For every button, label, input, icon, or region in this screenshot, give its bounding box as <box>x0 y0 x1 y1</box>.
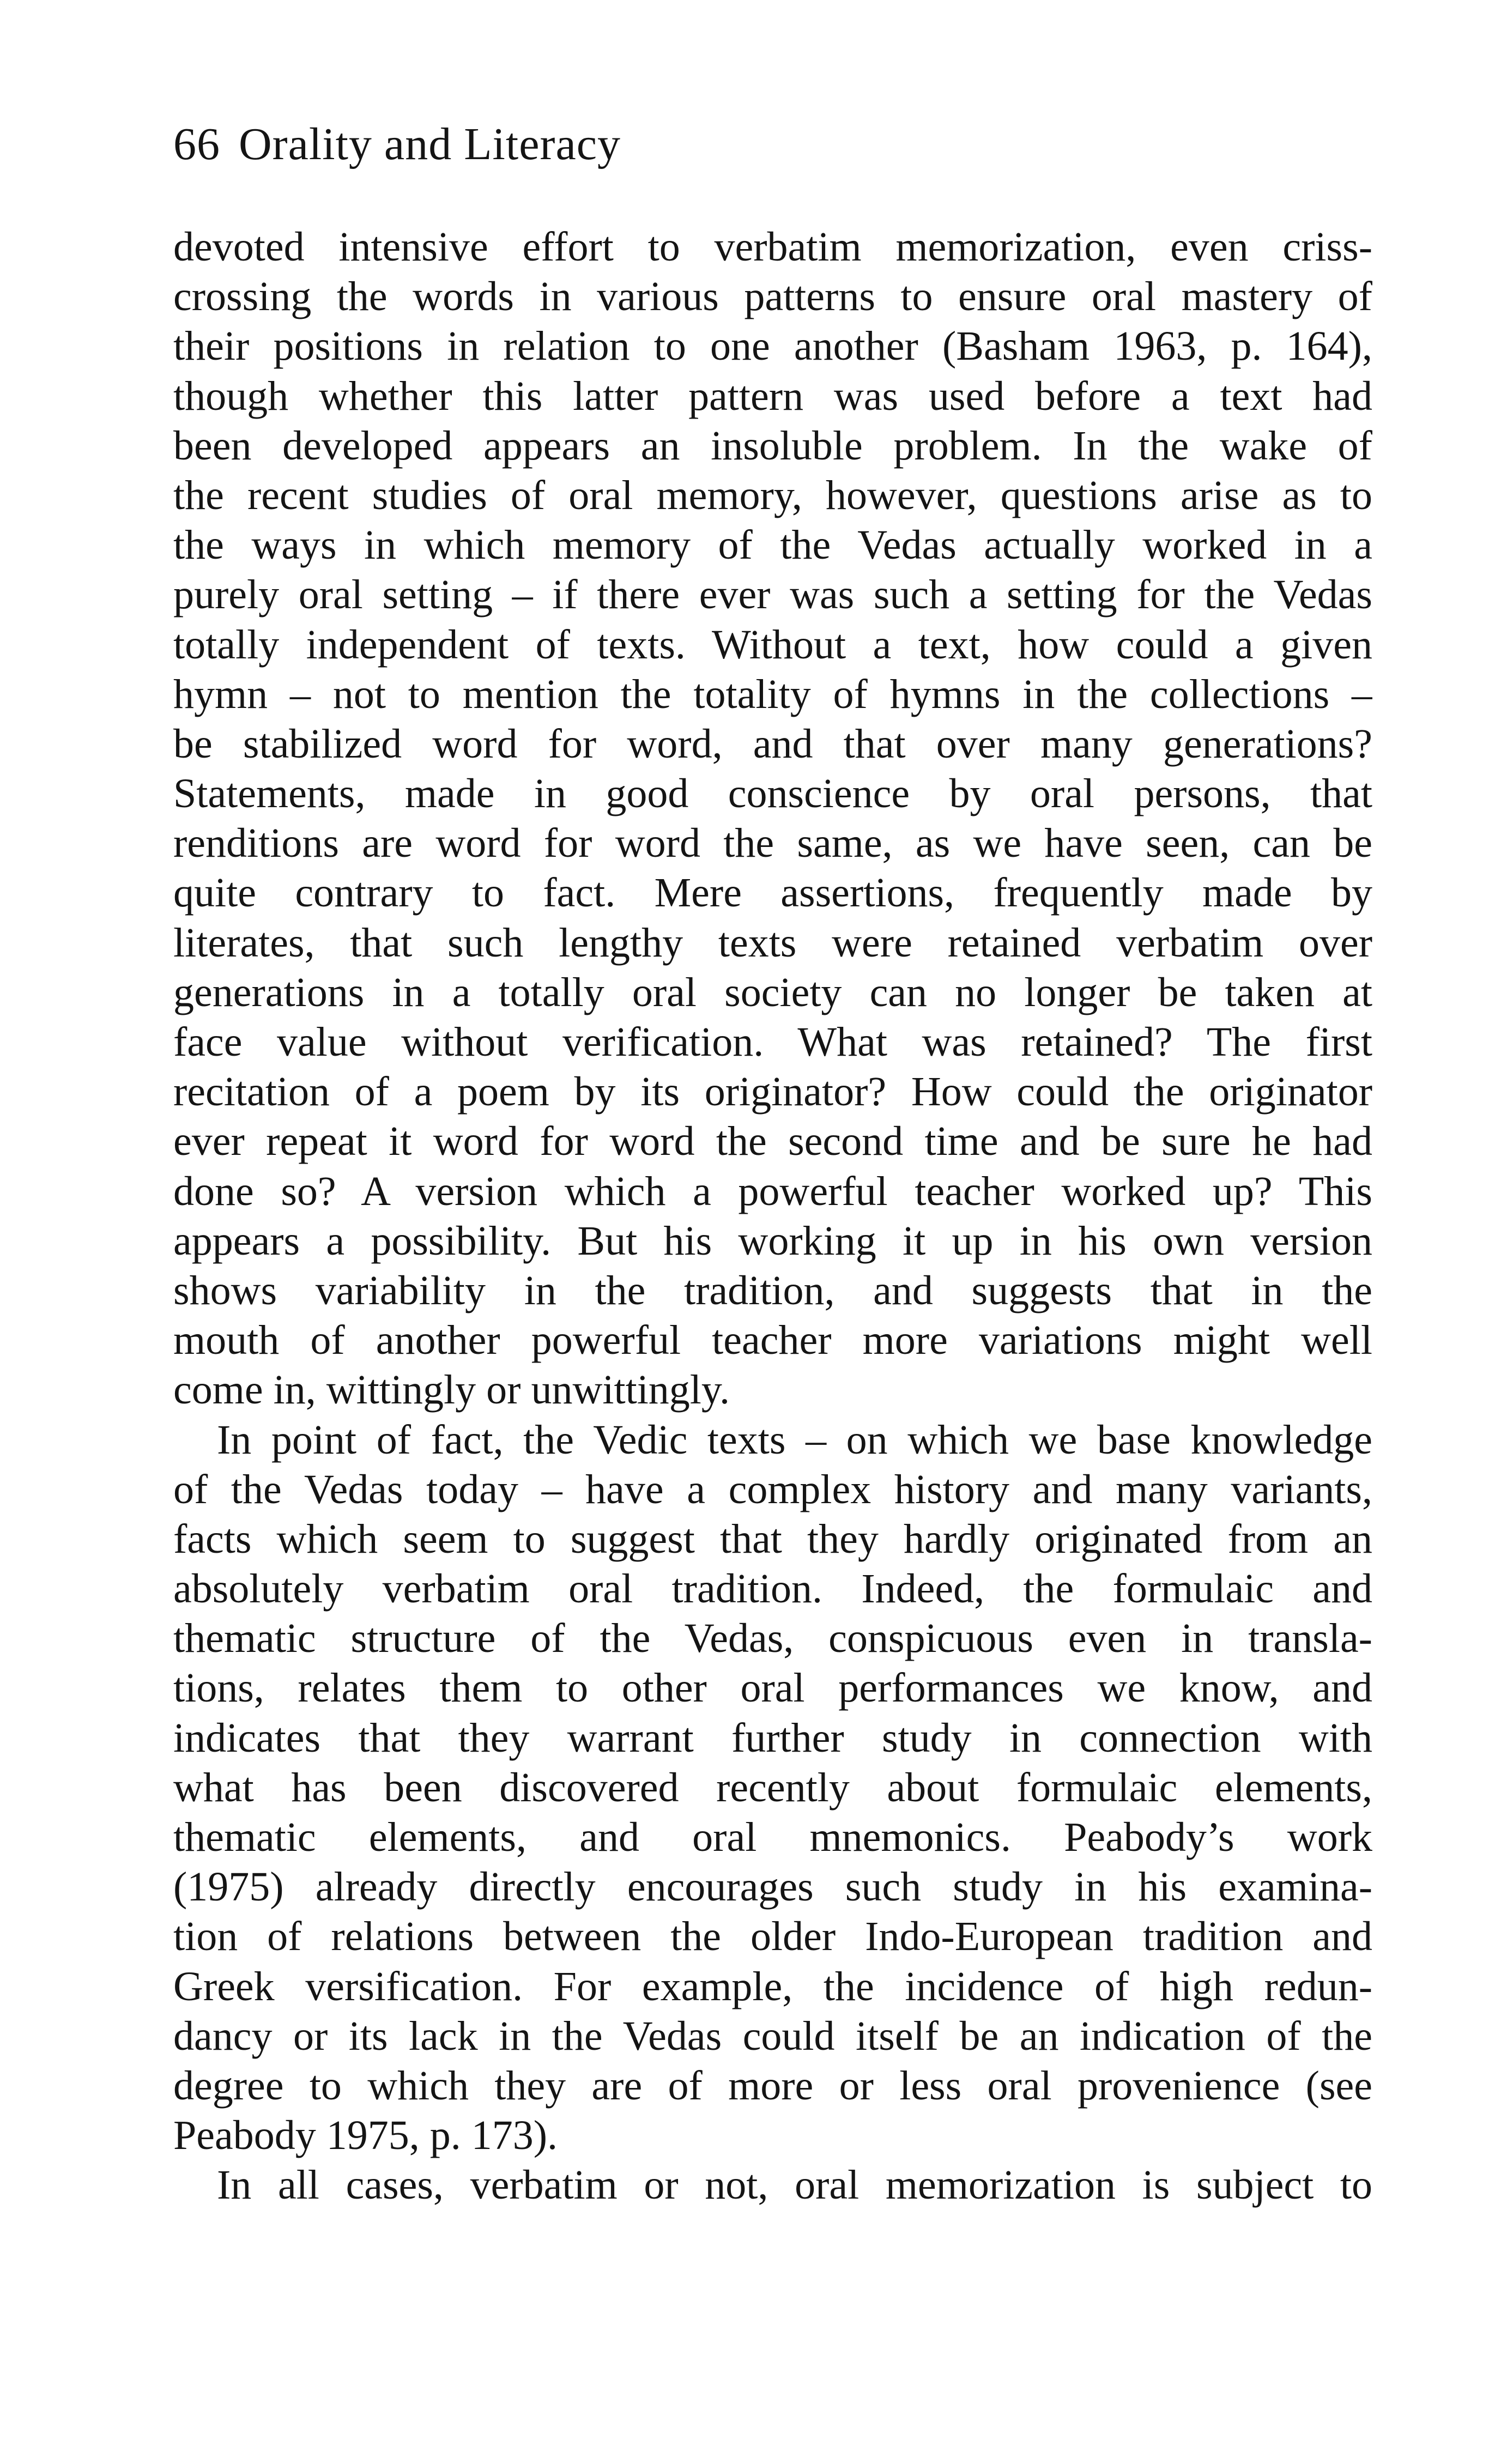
text-line: generations in a totally oral society can no longer be taken at <box>173 969 1372 1015</box>
text-line: devoted intensive effort to verbatim memorization, even criss- <box>173 224 1372 270</box>
text-line: degree to which they are of more or less oral provenience (see <box>173 2062 1372 2109</box>
text-line: purely oral setting – if there ever was such a setting for the Vedas <box>173 572 1372 618</box>
text-line: literates, that such lengthy texts were retained verbatim over <box>173 919 1372 966</box>
text-line: be stabilized word for word, and that over many generations? <box>173 721 1372 767</box>
text-line: face value without verification. What was retained? The first <box>173 1019 1372 1065</box>
text-line: quite contrary to fact. Mere assertions, frequently made by <box>173 870 1372 916</box>
text-line: absolutely verbatim oral tradition. Indeed, the formulaic and <box>173 1566 1372 1612</box>
text-line: In point of fact, the Vedic texts – on which we base knowledge <box>217 1416 1372 1463</box>
text-line: Peabody 1975, p. 173). <box>173 2112 558 2159</box>
text-line: thematic elements, and oral mnemonics. Peabody’s work <box>173 1814 1372 1860</box>
body-text <box>173 222 1372 2211</box>
text-line: indicates that they warrant further study in connection with <box>173 1715 1372 1761</box>
text-line: facts which seem to suggest that they hardly originated from an <box>173 1516 1372 1562</box>
text-line: what has been discovered recently about formulaic elements, <box>173 1764 1372 1811</box>
page-number: 66 <box>173 119 220 169</box>
text-line: the ways in which memory of the Vedas actually worked in a <box>173 522 1372 568</box>
text-line: though whether this latter pattern was used before a text had <box>173 373 1372 419</box>
text-line: done so? A version which a powerful teacher worked up? This <box>173 1168 1372 1214</box>
text-line: appears a possibility. But his working it up in his own version <box>173 1218 1372 1264</box>
text-line: come in, wittingly or unwittingly. <box>173 1367 730 1413</box>
text-line: mouth of another powerful teacher more variations might well <box>173 1317 1372 1364</box>
text-line: dancy or its lack in the Vedas could itself be an indication of the <box>173 2013 1372 2059</box>
text-line: their positions in relation to one another (Basham 1963, p. 164), <box>173 323 1372 370</box>
text-line: shows variability in the tradition, and suggests that in the <box>173 1267 1372 1313</box>
text-line: crossing the words in various patterns to ensure oral mastery of <box>173 274 1372 320</box>
text-line: totally independent of texts. Without a text, how could a given <box>173 621 1372 668</box>
text-line: tion of relations between the older Indo-European tradition and <box>173 1914 1372 1960</box>
text-line: the recent studies of oral memory, however, questions arise as to <box>173 472 1372 518</box>
text-line: (1975) already directly encourages such study in his examina- <box>173 1864 1372 1910</box>
text-line: ever repeat it word for word the second time and be sure he had <box>173 1118 1372 1165</box>
text-line: hymn – not to mention the totality of hymns in the collections – <box>173 671 1372 717</box>
text-line: recitation of a poem by its originator? How could the originator <box>173 1069 1372 1115</box>
text-line: Greek versification. For example, the incidence of high redun- <box>173 1963 1372 2009</box>
running-title: Orality and Literacy <box>239 119 621 169</box>
text-line: In all cases, verbatim or not, oral memorization is subject to <box>217 2162 1372 2208</box>
text-line: of the Vedas today – have a complex history and many variants, <box>173 1466 1372 1512</box>
running-head <box>173 117 621 172</box>
text-line: been developed appears an insoluble problem. In the wake of <box>173 422 1372 469</box>
text-line: renditions are word for word the same, as we have seen, can be <box>173 820 1372 867</box>
text-line: Statements, made in good conscience by oral persons, that <box>173 771 1372 817</box>
text-line: tions, relates them to other oral performances we know, and <box>173 1665 1372 1711</box>
text-line: thematic structure of the Vedas, conspicuous even in transla- <box>173 1615 1372 1662</box>
